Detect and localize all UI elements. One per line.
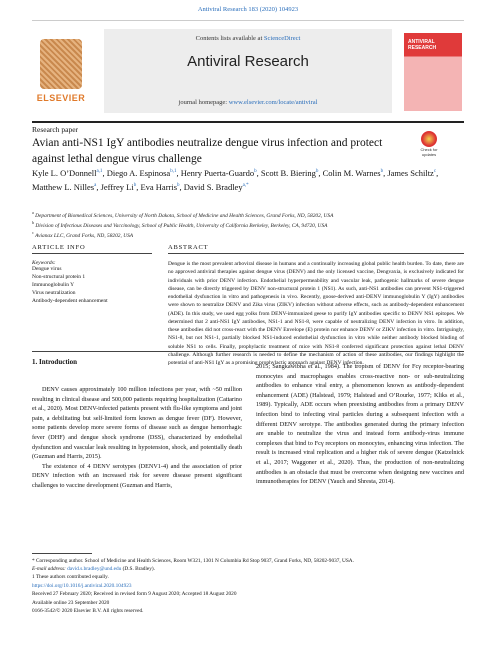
body-column-right [256,362,464,487]
affiliation-c: $^c$ Avianax LLC, Grand Forks, ND, 58202, USA [32,230,134,240]
author-name[interactable]: Matthew L. Nilles [32,181,95,192]
contents-prefix: Contents lists available at [195,35,263,42]
section-label: Research paper [32,125,79,134]
author-name[interactable]: Henry Puerta-Guardo [180,168,255,178]
homepage-prefix: journal homepage: [178,99,228,106]
author-affiliation-marker[interactable]: a,1 [96,169,103,175]
cover-title: ANTIVIRAL RESEARCH [408,39,437,51]
keyword: Immunoglobulin Y [32,281,75,288]
author-affiliation-marker[interactable]: a,* [242,182,249,188]
equal-contribution-note: 1 These authors contributed equally. [32,574,109,581]
author-affiliation-marker[interactable]: b [254,169,257,175]
intro-heading: 1. Introduction [32,358,77,366]
keyword-list [32,266,152,306]
check-updates-label: Check for updates [420,147,438,157]
author-name[interactable]: James Schiltz [387,168,434,178]
journal-title: Antiviral Research [187,53,309,70]
keyword: Virus neutralization [32,289,76,296]
author-name[interactable]: Kyle L. O’Donnell [32,168,97,178]
author-list: Kyle L. O’Donnell$^{a,1}$, Diego A. Espinosa$^{b,1}$, Henry Puerta-Guardo$^b$, Scott B. Biering$^b$, Colin M. Warnes$^b$, James Schiltz$^c$, Matthew L. Nilles$^a$, Jeffrey Li$^b$, Eva Harris$^b$, David S. Bradley$^{a,*}$ [32,168,439,192]
abstract-text: Dengue is the most prevalent arboviral disease in humans and a continually increasing global public health burden. To date, there are no approved antiviral therapies against dengue virus (DENV) and the only licensed vaccine, Dengvaxia, is exclusively indicated for individuals with prior DENV infection. Endothelial hyperpermeability and vascular leak, pathogenic hallmarks of severe dengue disease, can be directly triggered by DENV non-structural protein 1 (NS1). As such, anti-NS1 antibodies can prevent NS1-triggered endothelial dysfunction in vitro and pathogenesis in vivo. Recently, goose-derived anti-DENV immunoglobulin Y (IgY) antibodies were shown to neutralize DENV and Zika virus (ZIKV) infection without adverse effects, such as antibody-dependent enhancement (ADE). In this study, we used egg yolks from DENV-immunized geese to purify IgY antibodies specific to DENV NS1 epitopes. We determined that 2 anti-NS1 IgY antibodies, NS1-1 and NS1-8, were capable of neutralizing DENV infection in vitro. In addition, these antibodies did not cross-react with the DENV Envelope (E) protein nor enhance DENV or ZIKV infection in vitro. Intriguingly, NS1-8, but not NS1-1, partially blocked NS1-induced endothelial dysfunction in vitro while neither antibody blocked binding of soluble NS1 to cells. Finally, prophylactic treatment of mice with NS1-8 conferred significant protection against lethal DENV challenge. Although further research is needed to define the mechanism of action of these antibodies, our findings highlight the potential of anti-NS1 IgY as a promising prophylactic approach against DENV infection. [168,261,464,366]
footnote-divider [32,553,92,554]
email-suffix: (D.S. Bradley). [122,566,155,573]
journal-banner [104,29,392,113]
copyright: 0166-3542/© 2020 Elsevier B.V. All rights reserved. [32,608,144,615]
keyword: Antibody-dependent enhancement [32,297,108,304]
available-online: Available online 23 September 2020 [32,599,110,606]
article-info-header: ARTICLE INFO [32,244,152,254]
author-name[interactable]: Colin M. Warnes [322,168,381,178]
publication-info [32,582,464,616]
corresponding-author-note: * Corresponding author. School of Medicine and Health Sciences, Room W321, 1301 N Columbia Rd Stop 9037, Grand Forks, ND, 58202-9037, USA. [32,558,354,564]
journal-cover-image[interactable] [404,33,462,111]
abstract-divider [32,351,464,352]
contents-line [104,35,392,42]
keyword: Dengue virus [32,266,62,272]
affiliation-b: $^b$ Division of Infectious Diseases and Vaccinology, School of Public Health, University of California Berkeley, Berkeley, CA, 94720, USA [32,220,328,229]
journal-reference[interactable]: Antiviral Research 183 (2020) 104923 [197,6,299,13]
email-note [32,565,464,573]
sciencedirect-link[interactable]: ScienceDirect [263,35,301,42]
received-dates: Received 27 February 2020; Received in revised form 9 August 2020; Accepted 18 August 2020 [32,591,237,598]
homepage-line [104,99,392,106]
author-affiliation-marker[interactable]: c [433,169,437,175]
author-name[interactable]: Eva Harris [140,181,178,192]
author-name[interactable]: David S. Bradley [183,181,243,192]
author-name[interactable]: Scott B. Biering [260,168,316,178]
elsevier-tree-icon [40,39,82,89]
author-name[interactable]: Jeffrey Li [100,181,134,192]
affiliation-a: $^a$ Department of Biomedical Sciences, University of North Dakota, School of Medicine and Health Sciences, Grand Forks, ND, 58202, USA [32,210,334,219]
email-link[interactable]: david.s.bradley@und.edu [67,566,122,573]
keywords-label: Keywords: [32,260,56,266]
affiliations [32,210,464,241]
author-affiliation-marker[interactable]: b,1 [170,169,177,175]
author-affiliation-marker[interactable]: b [315,169,319,175]
email-label: E-mail address: [32,566,66,573]
abstract-header: ABSTRACT [168,244,464,254]
abstract-section [168,244,464,367]
author-affiliation-marker[interactable]: b [133,182,137,188]
elsevier-logo[interactable] [32,33,90,113]
article-title: Avian anti-NS1 IgY antibodies neutralize dengue virus infection and protect against lethal dengue virus challenge [32,137,383,165]
article-info [32,244,152,306]
masthead [32,20,464,123]
author-affiliation-marker[interactable]: b [380,169,384,175]
body-column-left [32,385,242,491]
keyword: Non-structural protein 1 [32,273,86,280]
author-affiliation-marker[interactable]: a [94,182,97,188]
paragraph: 2015; Sangkawibha et al., 1984). The tropism of DENV for Fcγ receptor-bearing monocytes and macrophages enables cross-reactive non- or sub-neutralizing antibodies to enhance viral entry, a phenomenon known as antibody-dependent enhancement (ADE) (Halstead, 1979; Halstead and O’Rourke, 1977; Kliks et al., 1989). Typically, ADE occurs when preexisting antibodies from a primary DENV infection bind to infecting viral particles during a subsequent infection with a different DENV serotype. The antibodies generated during the primary infection are unable to neutralize the virus and instead form antibody-virus immune complexes that bind to Fcγ receptors on monocytes, enhancing virus infection. The result is increased viral replication and a higher risk of severe dengue (Katzelnick et al., 2017; Waggoner et al., 2020). Thus, the production of non-neutralizing antibodies is an obstacle that must be overcome when designing new vaccines and immunotherapies for DENV (Yauch and Shresta, 2014). [256,363,464,486]
publisher-name: ELSEVIER [36,93,86,103]
footnotes [32,557,464,582]
paragraph: The existence of 4 DENV serotypes (DENV1-4) and the association of prior DENV infection with an increased risk for severe disease present significant challenges to vaccine development (Guzman and Harris, [32,462,242,490]
author-name[interactable]: Diego A. Espinosa [106,168,171,178]
homepage-link[interactable]: www.elsevier.com/locate/antiviral [228,99,318,106]
doi-link[interactable]: https://doi.org/10.1016/j.antiviral.2020.104923 [32,583,132,589]
paragraph: DENV causes approximately 100 million infections per year, with ~50 million resulting in clinical disease and 500,000 patients requiring hospitalization (Cattarino et al., 2020). Most DENV-infected patients present with flu-like symptoms and joint pain, a debilitating but self-limited form known as dengue fever (DF). However, some patients develop more severe forms of disease such as dengue hemorrhagic fever (DHF) and dengue shock syndrome (DSS), characterized by endothelial dysfunction and vascular leak resulting in hypotension, shock, and potentially death (Guzman and Harris, 2015). [32,386,242,461]
author-affiliation-marker[interactable]: b [177,182,180,188]
check-updates-icon [421,131,437,147]
check-for-updates-button[interactable] [418,131,440,157]
